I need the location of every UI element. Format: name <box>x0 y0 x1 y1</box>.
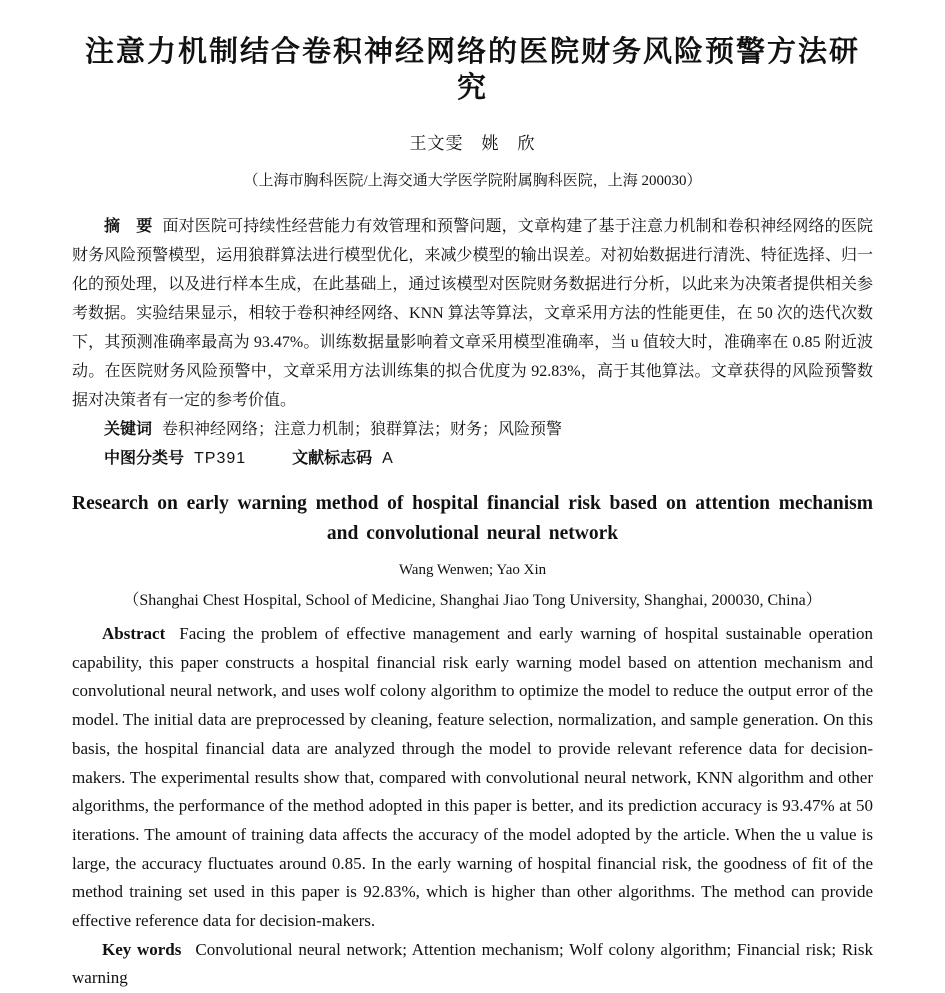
authors-en: Wang Wenwen; Yao Xin <box>398 562 547 578</box>
keywords-text-en: Convolutional neural network; Attention mechanism; Wolf colony algorithm; Financial risk; Risk warning <box>72 939 873 988</box>
keywords-en <box>72 936 873 993</box>
paper-title-en: Research on early warning method of hospital financial risk based on attention mechanism and convolutional neural network <box>72 493 873 544</box>
authors-zh: 王文雯 姚 欣 <box>409 134 536 153</box>
abstract-label-zh: 摘 要 <box>104 218 153 235</box>
abstract-text-en: Facing the problem of effective management and early warning of hospital sustainable operation capability, this paper constructs a hospital financial risk early warning model based on attention mechanism and convolutional neural network, and uses wolf colony algorithm to optimize the model to reduce the output error of the model. The initial data are preprocessed by cleaning, feature selection, normalization, and sample generation. On this basis, the hospital financial data are analyzed through the model to provide relevant reference data for decision-makers. The experimental results show that, compared with convolutional neural network, KNN algorithm and other algorithms, the performance of the method adopted in this paper is better, and its prediction accuracy is 93.47% at 50 iterations. The amount of training data affects the accuracy of the model adopted by the article. When the u value is large, the accuracy fluctuates around 0.85. In the early warning of hospital financial risk, the goodness of fit of the method training set used in this paper is 92.83%, which is higher than other algorithms. The method can provide effective reference data for decision-makers. <box>72 624 873 931</box>
affiliation-zh: （上海市胸科医院/上海交通大学医学院附属胸科医院，上海 200030） <box>243 173 702 189</box>
keywords-text-zh: 卷积神经网络；注意力机制；狼群算法；财务；风险预警 <box>162 421 563 438</box>
abstract-en <box>72 620 873 936</box>
clc-line <box>72 444 873 473</box>
keywords-label-en: Key words <box>102 939 182 959</box>
doc-code-value: A <box>382 450 394 467</box>
doc-code-label: 文献标志码 <box>292 450 373 467</box>
keywords-label-zh: 关键词 <box>104 421 153 438</box>
clc-number-value: TP391 <box>194 450 247 467</box>
paper-title-zh: 注意力机制结合卷积神经网络的医院财务风险预警方法研究 <box>84 36 860 104</box>
keywords-zh <box>72 415 873 444</box>
abstract-label-en: Abstract <box>102 624 166 643</box>
affiliation-en: （Shanghai Chest Hospital, School of Medicine, Shanghai Jiao Tong University, Shanghai, 200030, China） <box>123 592 822 609</box>
abstract-text-zh: 面对医院可持续性经营能力有效管理和预警问题，文章构建了基于注意力机制和卷积神经网络的医院财务风险预警模型，运用狼群算法进行模型优化，来减少模型的输出误差。对初始数据进行清洗、特征选择、归一化的预处理，以及进行样本生成，在此基础上，通过该模型对医院财务数据进行分析，以此来为决策者提供相关参考数据。实验结果显示，相较于卷积神经网络、KNN 算法等算法，文章采用方法的性能更佳，在 50 次的迭代次数下，其预测准确率最高为 93.47%。训练数据量影响着文章采用模型准确率，当 u 值较大时，准确率在 0.85 附近波动。在医院财务风险预警中，文章采用方法训练集的拟合优度为 92.83%，高于其他算法。文章获得的风险预警数据对决策者有一定的参考价值。 <box>72 218 873 409</box>
abstract-zh <box>72 212 873 415</box>
clc-number-label: 中图分类号 <box>104 450 185 467</box>
